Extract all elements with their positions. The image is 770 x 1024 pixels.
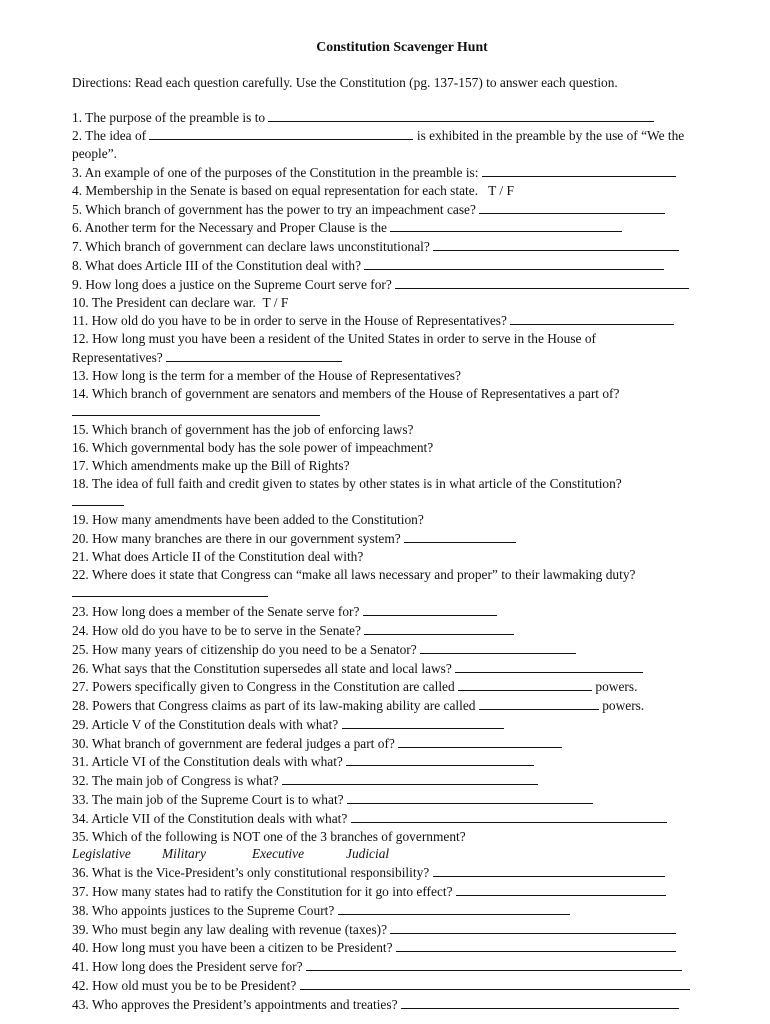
answer-blank[interactable]	[364, 256, 664, 270]
true-false-choice[interactable]: T / F	[488, 182, 514, 198]
answer-blank[interactable]	[433, 863, 665, 877]
question-24: 24. How old do you have to be to serve in the Senate?	[72, 621, 732, 640]
answer-blank[interactable]	[456, 882, 666, 896]
answer-blank[interactable]	[268, 108, 654, 122]
question-37: 37. How many states had to ratify the Constitution for it go into effect?	[72, 882, 732, 901]
question-6: 6. Another term for the Necessary and Proper Clause is the	[72, 218, 732, 237]
question-36: 36. What is the Vice-President’s only constitutional responsibility?	[72, 863, 732, 882]
answer-blank[interactable]	[338, 901, 570, 915]
answer-blank[interactable]	[351, 809, 667, 823]
question-41: 41. How long does the President serve for?	[72, 957, 732, 976]
answer-blank[interactable]	[342, 715, 504, 729]
question-20: 20. How many branches are there in our government system?	[72, 529, 732, 548]
question-18: 18. The idea of full faith and credit given to states by other states is in what article of the Constitution?	[72, 475, 622, 491]
answer-blank[interactable]	[395, 275, 689, 289]
question-25: 25. How many years of citizenship do you need to be a Senator?	[72, 640, 732, 659]
answer-blank[interactable]	[306, 957, 682, 971]
answer-blank[interactable]	[149, 126, 413, 140]
answer-blank[interactable]	[482, 163, 676, 177]
question-4: 4. Membership in the Senate is based on equal representation for each state. T / F	[72, 182, 514, 198]
question-22-answer	[72, 583, 732, 602]
question-30: 30. What branch of government are federal judges a part of?	[72, 734, 732, 753]
answer-blank[interactable]	[510, 311, 674, 325]
answer-blank[interactable]	[404, 529, 516, 543]
answer-blank[interactable]	[282, 771, 538, 785]
question-17: 17. Which amendments make up the Bill of Rights?	[72, 457, 350, 473]
question-40: 40. How long must you have been a citizen to be President?	[72, 938, 732, 957]
choice-legislative[interactable]: Legislative	[72, 846, 131, 862]
question-10: 10. The President can declare war. T / F	[72, 294, 289, 310]
question-33: 33. The main job of the Supreme Court is to what?	[72, 790, 732, 809]
question-5: 5. Which branch of government has the power to try an impeachment case?	[72, 200, 732, 219]
choice-judicial[interactable]: Judicial	[346, 846, 390, 862]
question-29: 29. Article V of the Constitution deals with what?	[72, 715, 732, 734]
answer-blank[interactable]	[363, 602, 497, 616]
question-38: 38. Who appoints justices to the Supreme Court?	[72, 901, 732, 920]
question-8: 8. What does Article III of the Constitution deal with?	[72, 256, 732, 275]
question-34: 34. Article VII of the Constitution deals with what?	[72, 809, 732, 828]
question-14: 14. Which branch of government are senators and members of the House of Representatives a part of?	[72, 385, 620, 401]
answer-blank[interactable]	[390, 218, 622, 232]
answer-blank[interactable]	[72, 492, 124, 506]
question-28: 28. Powers that Congress claims as part of its law-making ability are called powers.	[72, 698, 645, 714]
question-11: 11. How old do you have to be in order to serve in the House of Representatives?	[72, 311, 732, 330]
question-18-answer	[72, 492, 732, 511]
question-31: 31. Article VI of the Constitution deals with what?	[72, 752, 732, 771]
answer-blank[interactable]	[364, 621, 514, 635]
question-12-cont: Representatives?	[72, 348, 732, 367]
question-12: 12. How long must you have been a resident of the United States in order to serve in the House of	[72, 331, 596, 347]
answer-blank[interactable]	[398, 734, 562, 748]
question-26: 26. What says that the Constitution supersedes all state and local laws?	[72, 659, 732, 678]
question-27: 27. Powers specifically given to Congress in the Constitution are called powers.	[72, 679, 638, 695]
question-19: 19. How many amendments have been added to the Constitution?	[72, 512, 424, 528]
question-14-answer	[72, 402, 732, 421]
question-3: 3. An example of one of the purposes of the Constitution in the preamble is:	[72, 163, 732, 182]
question-39: 39. Who must begin any law dealing with revenue (taxes)?	[72, 920, 732, 939]
question-2-cont: people”.	[72, 146, 117, 162]
question-22: 22. Where does it state that Congress can “make all laws necessary and proper” to their lawmaking duty?	[72, 566, 636, 582]
answer-blank[interactable]	[479, 696, 599, 710]
choice-military[interactable]: Military	[162, 846, 206, 862]
question-43: 43. Who approves the President’s appointments and treaties?	[72, 995, 732, 1014]
question-13: 13. How long is the term for a member of the House of Representatives?	[72, 367, 461, 383]
question-35: 35. Which of the following is NOT one of the 3 branches of government?	[72, 828, 466, 844]
answer-blank[interactable]	[458, 677, 592, 691]
question-35-choices	[72, 845, 732, 863]
answer-blank[interactable]	[401, 995, 679, 1009]
answer-blank[interactable]	[390, 920, 676, 934]
question-23: 23. How long does a member of the Senate serve for?	[72, 602, 732, 621]
question-42: 42. How old must you be to be President?	[72, 976, 732, 995]
question-list	[72, 108, 732, 1014]
answer-blank[interactable]	[300, 976, 690, 990]
answer-blank[interactable]	[479, 200, 665, 214]
question-16: 16. Which governmental body has the sole power of impeachment?	[72, 439, 434, 455]
answer-blank[interactable]	[72, 402, 320, 416]
question-21: 21. What does Article II of the Constitution deal with?	[72, 548, 364, 564]
question-9: 9. How long does a justice on the Supreme Court serve for?	[72, 275, 732, 294]
question-7: 7. Which branch of government can declare laws unconstitutional?	[72, 237, 732, 256]
answer-blank[interactable]	[166, 348, 342, 362]
choice-executive[interactable]: Executive	[252, 846, 305, 862]
directions: Directions: Read each question carefully. Use the Constitution (pg. 137-157) to answer each question.	[72, 74, 618, 90]
answer-blank[interactable]	[433, 237, 679, 251]
page-title: Constitution Scavenger Hunt	[316, 39, 488, 54]
answer-blank[interactable]	[347, 790, 593, 804]
question-32: 32. The main job of Congress is what?	[72, 771, 732, 790]
question-15: 15. Which branch of government has the job of enforcing laws?	[72, 422, 414, 438]
answer-blank[interactable]	[420, 640, 576, 654]
answer-blank[interactable]	[396, 938, 676, 952]
answer-blank[interactable]	[72, 583, 268, 597]
question-1: 1. The purpose of the preamble is to	[72, 108, 732, 127]
question-2: 2. The idea of is exhibited in the preamble by the use of “We the	[72, 128, 685, 144]
answer-blank[interactable]	[455, 659, 643, 673]
answer-blank[interactable]	[346, 752, 534, 766]
true-false-choice[interactable]: T / F	[262, 294, 289, 310]
